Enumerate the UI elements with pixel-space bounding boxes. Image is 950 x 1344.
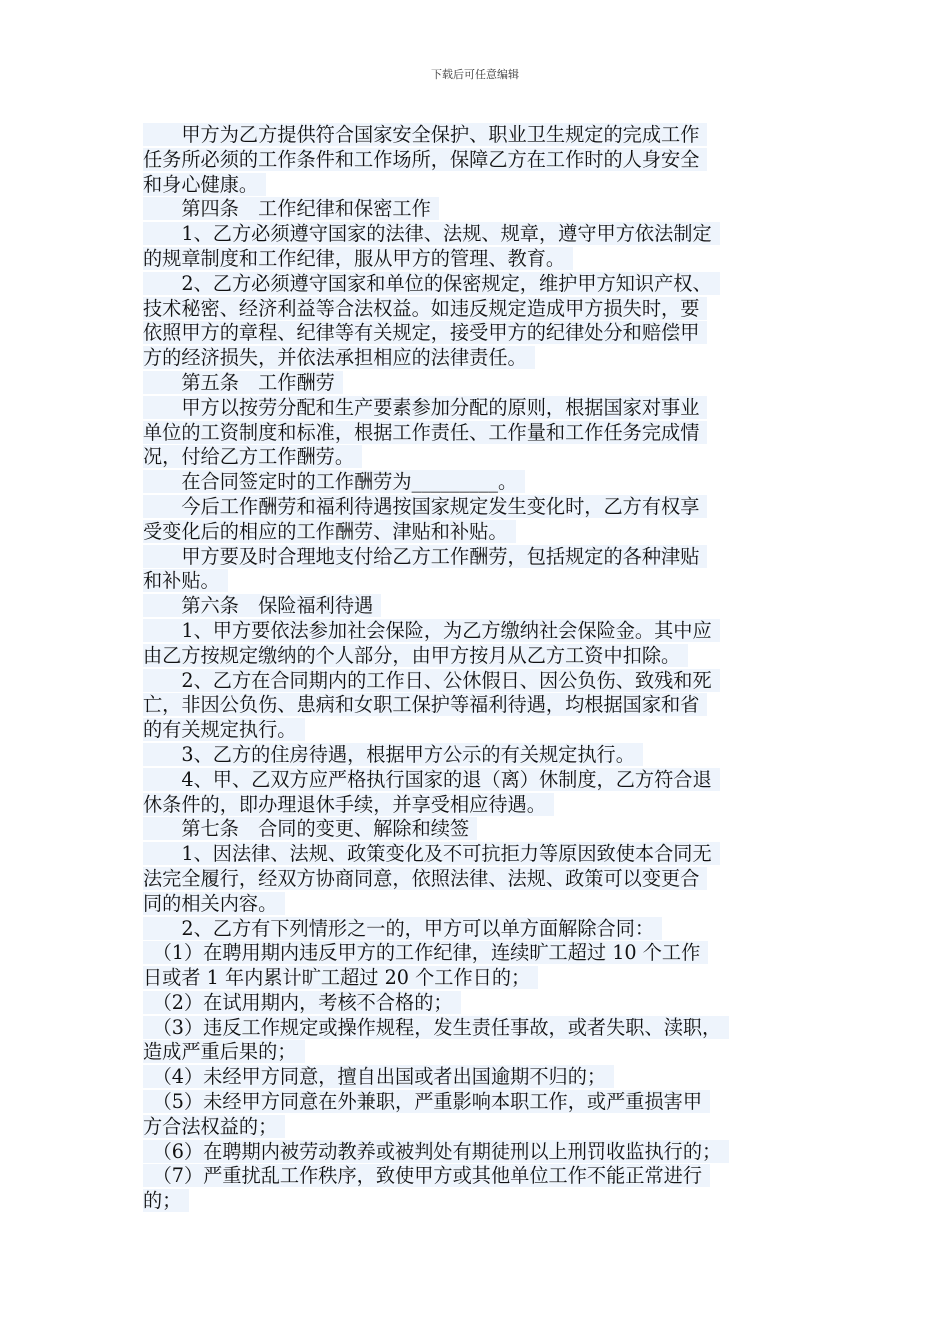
text-line	[143, 346, 813, 371]
text-line	[143, 173, 813, 198]
text-line	[143, 1164, 813, 1189]
text-line	[143, 842, 813, 867]
text-line-content: 方合法权益的；	[143, 1115, 285, 1138]
text-line-content: 由乙方按规定缴纳的个人部分，由甲方按月从乙方工资中扣除。	[143, 644, 688, 667]
text-line	[143, 1016, 813, 1041]
text-line	[143, 594, 813, 619]
text-line	[143, 520, 813, 545]
text-line-content: 1、因法律、法规、政策变化及不可抗拒力等原因致使本合同无	[143, 842, 720, 865]
text-line	[143, 123, 813, 148]
text-line	[143, 222, 813, 247]
text-line	[143, 272, 813, 297]
text-line	[143, 1140, 813, 1165]
text-line-content: 甲方要及时合理地支付给乙方工作酬劳，包括规定的各种津贴	[143, 545, 707, 568]
text-line-content: （6）在聘期内被劳动教养或被判处有期徒刑以上刑罚收监执行的；	[143, 1140, 729, 1163]
text-line-content: 同的相关内容。	[143, 892, 285, 915]
text-line-content: 方的经济损失，并依法承担相应的法律责任。	[143, 346, 535, 369]
text-line-content: 和补贴。	[143, 569, 228, 592]
text-line	[143, 768, 813, 793]
text-line-content: 的；	[143, 1189, 189, 1212]
text-line	[143, 569, 813, 594]
text-line-content: 1、乙方必须遵守国家的法律、法规、规章，遵守甲方依法制定	[143, 222, 720, 245]
text-line	[143, 867, 813, 892]
text-line-content: （1）在聘用期内违反甲方的工作纪律，连续旷工超过 10 个工作	[143, 941, 708, 964]
text-line	[143, 247, 813, 272]
text-line-content: 造成严重后果的；	[143, 1040, 305, 1063]
text-line	[143, 148, 813, 173]
text-line	[143, 892, 813, 917]
text-line	[143, 793, 813, 818]
text-line	[143, 941, 813, 966]
text-line-content: 1、甲方要依法参加社会保险，为乙方缴纳社会保险金。其中应	[143, 619, 720, 642]
text-line	[143, 495, 813, 520]
text-line	[143, 693, 813, 718]
text-line	[143, 917, 813, 942]
text-line	[143, 991, 813, 1016]
text-line-content: （5）未经甲方同意在外兼职，严重影响本职工作，或严重损害甲	[143, 1090, 710, 1113]
page-header: 下载后可任意编辑	[431, 68, 519, 81]
text-line	[143, 669, 813, 694]
text-line-content: 2、乙方必须遵守国家和单位的保密规定，维护甲方知识产权、	[143, 272, 720, 295]
text-line-content: 在合同签定时的工作酬劳为_________。	[143, 470, 525, 493]
text-line	[143, 817, 813, 842]
text-line	[143, 1090, 813, 1115]
text-line	[143, 396, 813, 421]
text-line-content: 第四条 工作纪律和保密工作	[143, 197, 439, 220]
text-line-content: 亡，非因公负伤、患病和女职工保护等福利待遇，均根据国家和省	[143, 693, 707, 716]
text-line	[143, 644, 813, 669]
text-line-content: 况，付给乙方工作酬劳。	[143, 445, 362, 468]
text-line	[143, 445, 813, 470]
text-line	[143, 421, 813, 446]
text-line	[143, 1040, 813, 1065]
text-line-content: 甲方以按劳分配和生产要素参加分配的原则，根据国家对事业	[143, 396, 707, 419]
document-body	[143, 123, 813, 1214]
text-line	[143, 1115, 813, 1140]
text-line	[143, 470, 813, 495]
text-line-content: 任务所必须的工作条件和工作场所，保障乙方在工作时的人身安全	[143, 148, 707, 171]
text-line-content: （7）严重扰乱工作秩序，致使甲方或其他单位工作不能正常进行	[143, 1164, 710, 1187]
text-line-content: （4）未经甲方同意，擅自出国或者出国逾期不归的；	[143, 1065, 614, 1088]
text-line	[143, 321, 813, 346]
text-line-content: 日或者 1 年内累计旷工超过 20 个工作日的；	[143, 966, 538, 989]
text-line	[143, 966, 813, 991]
text-line	[143, 1189, 813, 1214]
text-line-content: 甲方为乙方提供符合国家安全保护、职业卫生规定的完成工作	[143, 123, 707, 146]
text-line-content: 技术秘密、经济利益等合法权益。如违反规定造成甲方损失时，要	[143, 297, 707, 320]
text-line-content: 休条件的，即办理退休手续，并享受相应待遇。	[143, 793, 554, 816]
text-line-content: 2、乙方在合同期内的工作日、公休假日、因公负伤、致残和死	[143, 669, 720, 692]
text-line	[143, 197, 813, 222]
text-line-content: 受变化后的相应的工作酬劳、津贴和补贴。	[143, 520, 516, 543]
text-line-content: 4、甲、乙双方应严格执行国家的退（离）休制度，乙方符合退	[143, 768, 720, 791]
text-line-content: 第七条 合同的变更、解除和续签	[143, 817, 477, 840]
text-line-content: 3、乙方的住房待遇，根据甲方公示的有关规定执行。	[143, 743, 643, 766]
text-line	[143, 619, 813, 644]
text-line	[143, 1065, 813, 1090]
text-line-content: 依照甲方的章程、纪律等有关规定，接受甲方的纪律处分和赔偿甲	[143, 321, 707, 344]
text-line-content: 第五条 工作酬劳	[143, 371, 343, 394]
text-line-content: （2）在试用期内，考核不合格的；	[143, 991, 461, 1014]
text-line-content: 单位的工资制度和标准，根据工作责任、工作量和工作任务完成情	[143, 421, 707, 444]
text-line-content: 2、乙方有下列情形之一的，甲方可以单方面解除合同：	[143, 917, 662, 940]
text-line	[143, 297, 813, 322]
text-line	[143, 718, 813, 743]
text-line	[143, 371, 813, 396]
text-line-content: 第六条 保险福利待遇	[143, 594, 381, 617]
text-line	[143, 545, 813, 570]
text-line-content: 的规章制度和工作纪律，服从甲方的管理、教育。	[143, 247, 573, 270]
text-line-content: 和身心健康。	[143, 173, 266, 196]
text-line	[143, 743, 813, 768]
text-line-content: 今后工作酬劳和福利待遇按国家规定发生变化时，乙方有权享	[143, 495, 707, 518]
text-line-content: 的有关规定执行。	[143, 718, 305, 741]
text-line-content: 法完全履行，经双方协商同意，依照法律、法规、政策可以变更合	[143, 867, 707, 890]
text-line-content: （3）违反工作规定或操作规程，发生责任事故，或者失职、渎职，	[143, 1016, 729, 1039]
